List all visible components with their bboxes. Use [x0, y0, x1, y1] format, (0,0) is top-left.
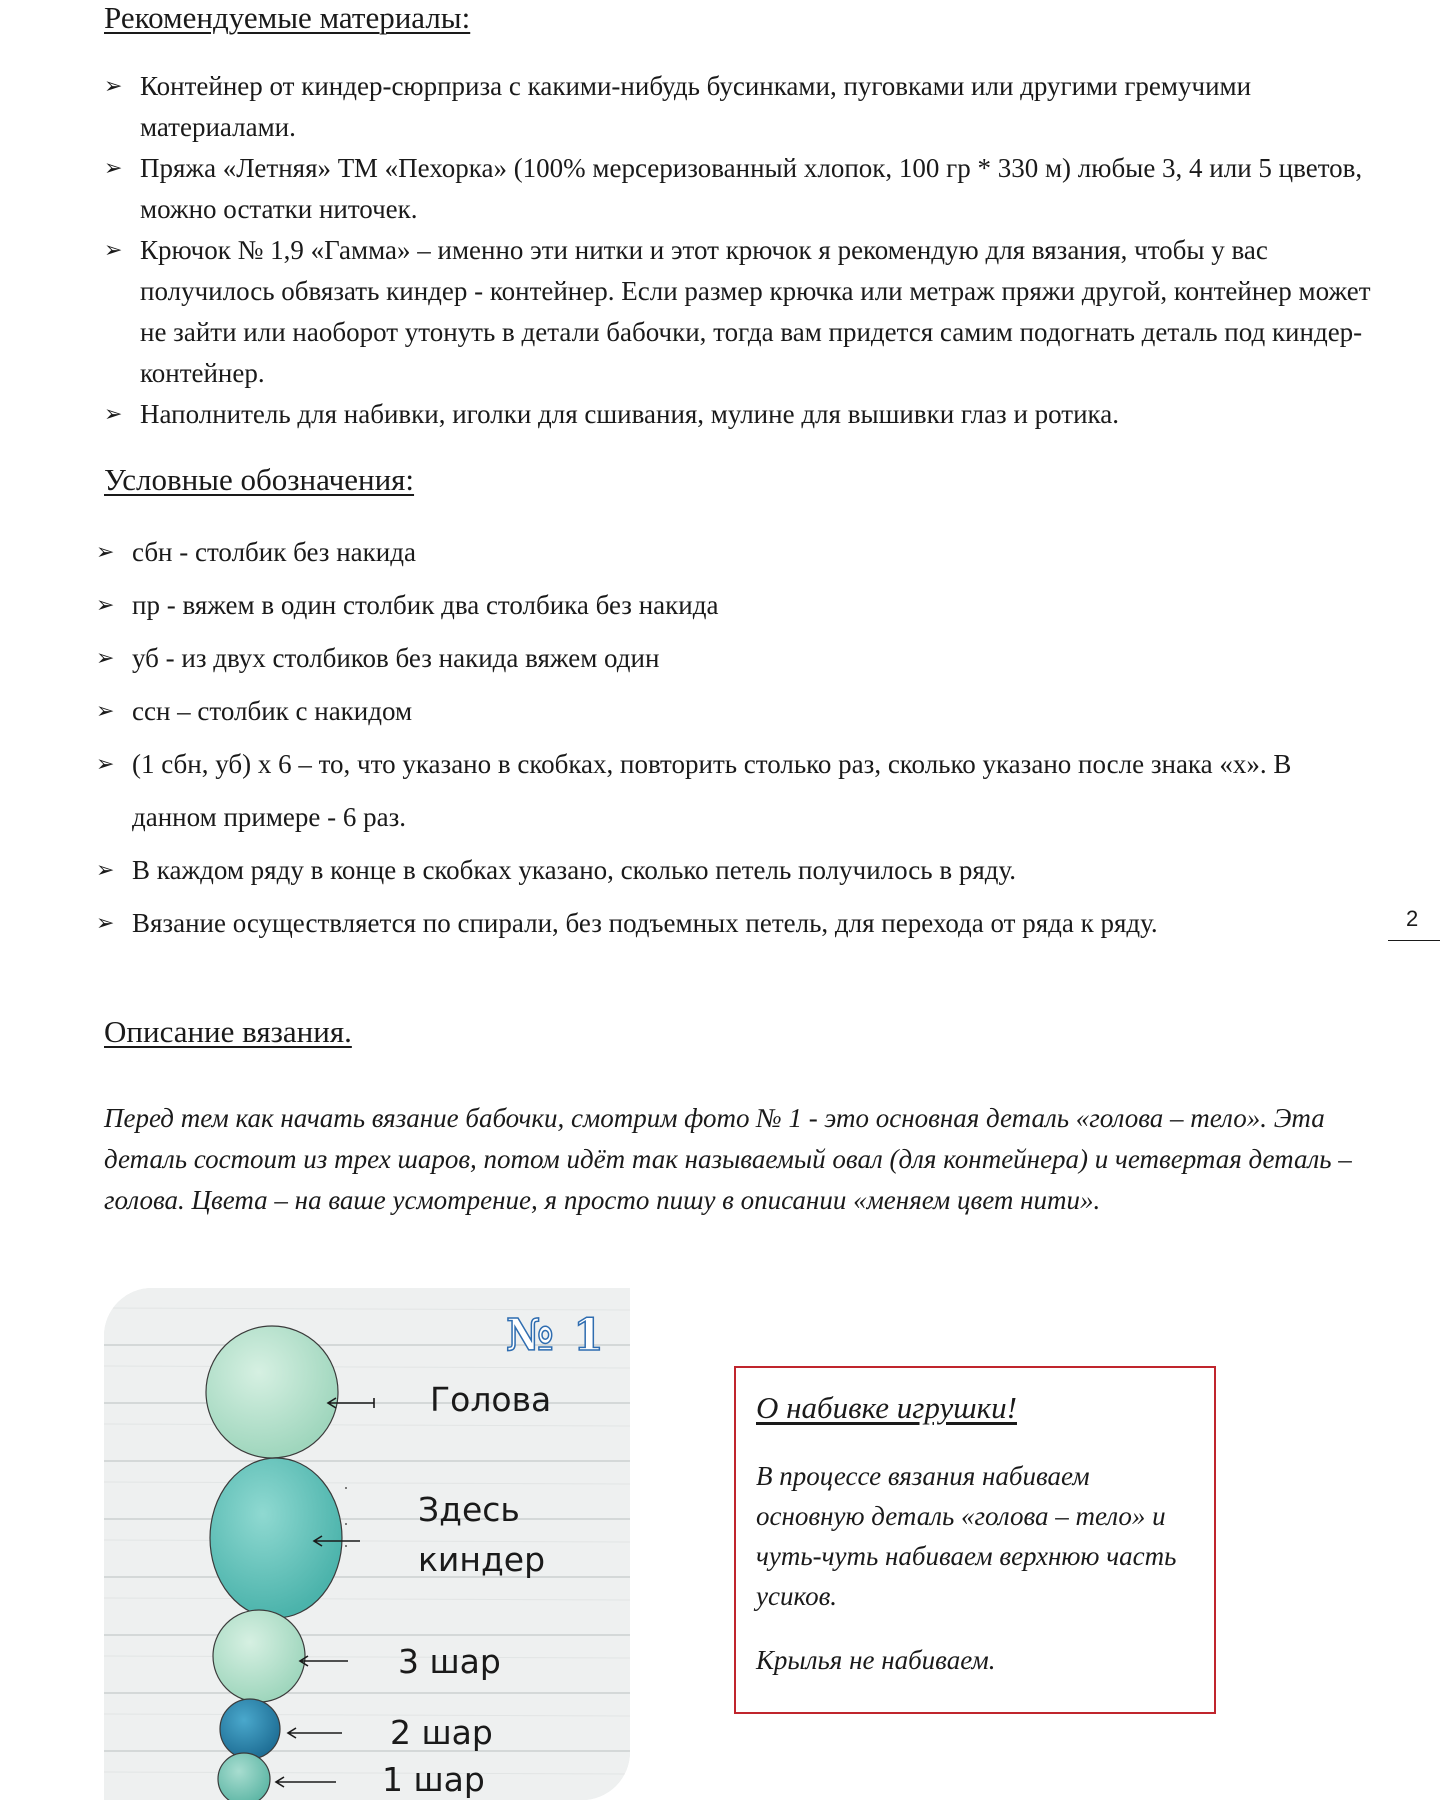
label-ball-3: 3 шар: [398, 1642, 501, 1681]
kinder-oval: [210, 1458, 342, 1618]
list-item: [96, 897, 1376, 950]
label-head: Голова: [430, 1380, 552, 1419]
list-item: [104, 148, 1384, 230]
list-item-text: ссн – столбик с накидом: [132, 696, 413, 726]
label-kinder-line2: киндер: [418, 1540, 546, 1579]
list-item-text: Наполнитель для набивки, иголки для сшивания, мулине для вышивки глаз и ротика.: [140, 399, 1120, 429]
note-title: О набивке игрушки!: [756, 1390, 1017, 1425]
list-item: [104, 230, 1384, 394]
arrow-bullet-icon: ➢: [96, 699, 115, 724]
list-item-text: уб - из двух столбиков без накида вяжем один: [132, 643, 660, 673]
list-item-text: (1 сбн, уб) х 6 – то, что указано в скобках, повторить столько раз, сколько указано после знака «х». В данном примере - 6 раз.: [132, 749, 1292, 832]
list-item: [96, 632, 1376, 685]
arrow-bullet-icon: ➢: [96, 540, 115, 565]
photo-number-label: № 1: [506, 1310, 606, 1361]
arrow-bullet-icon: ➢: [104, 156, 123, 181]
arrow-bullet-icon: ➢: [96, 646, 115, 671]
description-heading: Описание вязания.: [104, 1014, 352, 1049]
list-item-text: Контейнер от киндер-сюрприза с какими-нибудь бусинками, пуговками или другими гремучими материалами.: [140, 71, 1252, 142]
list-item: [104, 66, 1384, 148]
ball-3: [213, 1610, 305, 1702]
list-item-text: сбн - столбик без накида: [132, 537, 416, 567]
wood-background: [104, 1288, 630, 1800]
head-ball: [206, 1326, 338, 1458]
list-item: [104, 394, 1384, 435]
label-ball-2: 2 шар: [390, 1713, 493, 1752]
stuffing-note-box: [734, 1366, 1216, 1714]
arrow-bullet-icon: ➢: [104, 74, 123, 99]
list-item-text: Вязание осуществляется по спирали, без подъемных петель, для перехода от ряда к ряду.: [132, 908, 1158, 938]
note-paragraph: Крылья не набиваем.: [756, 1645, 996, 1675]
list-item: [96, 579, 1376, 632]
list-item: [96, 738, 1376, 844]
list-item: [96, 844, 1376, 897]
materials-heading: Рекомендуемые материалы:: [104, 0, 471, 35]
list-item: [96, 526, 1376, 579]
label-kinder-line1: Здесь: [418, 1490, 520, 1529]
arrow-bullet-icon: ➢: [104, 238, 123, 263]
list-item-text: Пряжа «Летняя» ТМ «Пехорка» (100% мерсеризованный хлопок, 100 гр * 330 м) любые 3, 4 или 5 цветов, можно остатки ниточек.: [140, 153, 1363, 224]
arrow-bullet-icon: ➢: [96, 858, 115, 883]
legend-heading: Условные обозначения:: [104, 462, 415, 497]
ball-1: [218, 1753, 270, 1800]
list-item-text: Крючок № 1,9 «Гамма» – именно эти нитки и этот крючок я рекомендую для вязания, чтобы у вас получилось обвязать киндер - контейнер. Если размер крючка или метраж пряжи другой, контейнер может не зайти или наоборот утонуть в детали бабочки, тогда вам придется самим подогнать деталь под киндер-контейнер.: [140, 235, 1371, 388]
legend-list: [96, 526, 1376, 950]
page-number: 2: [1388, 906, 1440, 941]
arrow-bullet-icon: ➢: [104, 402, 123, 427]
materials-list: [104, 66, 1384, 435]
note-paragraph: В процессе вязания набиваем основную деталь «голова – тело» и чуть-чуть набиваем верхнюю часть усиков.: [756, 1461, 1177, 1611]
description-intro: Перед тем как начать вязание бабочки, смотрим фото № 1 - это основная деталь «голова – тело». Эта деталь состоит из трех шаров, потом идёт так называемый овал (для контейнера) и четвертая деталь – голова. Цвета – на ваше усмотрение, я просто пишу в описании «меняем цвет нити».: [104, 1103, 1352, 1215]
arrow-bullet-icon: ➢: [96, 752, 115, 777]
ball-2: [220, 1699, 280, 1759]
list-item-text: пр - вяжем в один столбик два столбика без накида: [132, 590, 719, 620]
crochet-body-photo: [104, 1288, 630, 1800]
arrow-bullet-icon: ➢: [96, 911, 115, 936]
arrow-bullet-icon: ➢: [96, 593, 115, 618]
photo-illustration: [104, 1288, 630, 1800]
list-item: [96, 685, 1376, 738]
list-item-text: В каждом ряду в конце в скобках указано, сколько петель получилось в ряду.: [132, 855, 1017, 885]
label-ball-1: 1 шар: [382, 1760, 485, 1799]
